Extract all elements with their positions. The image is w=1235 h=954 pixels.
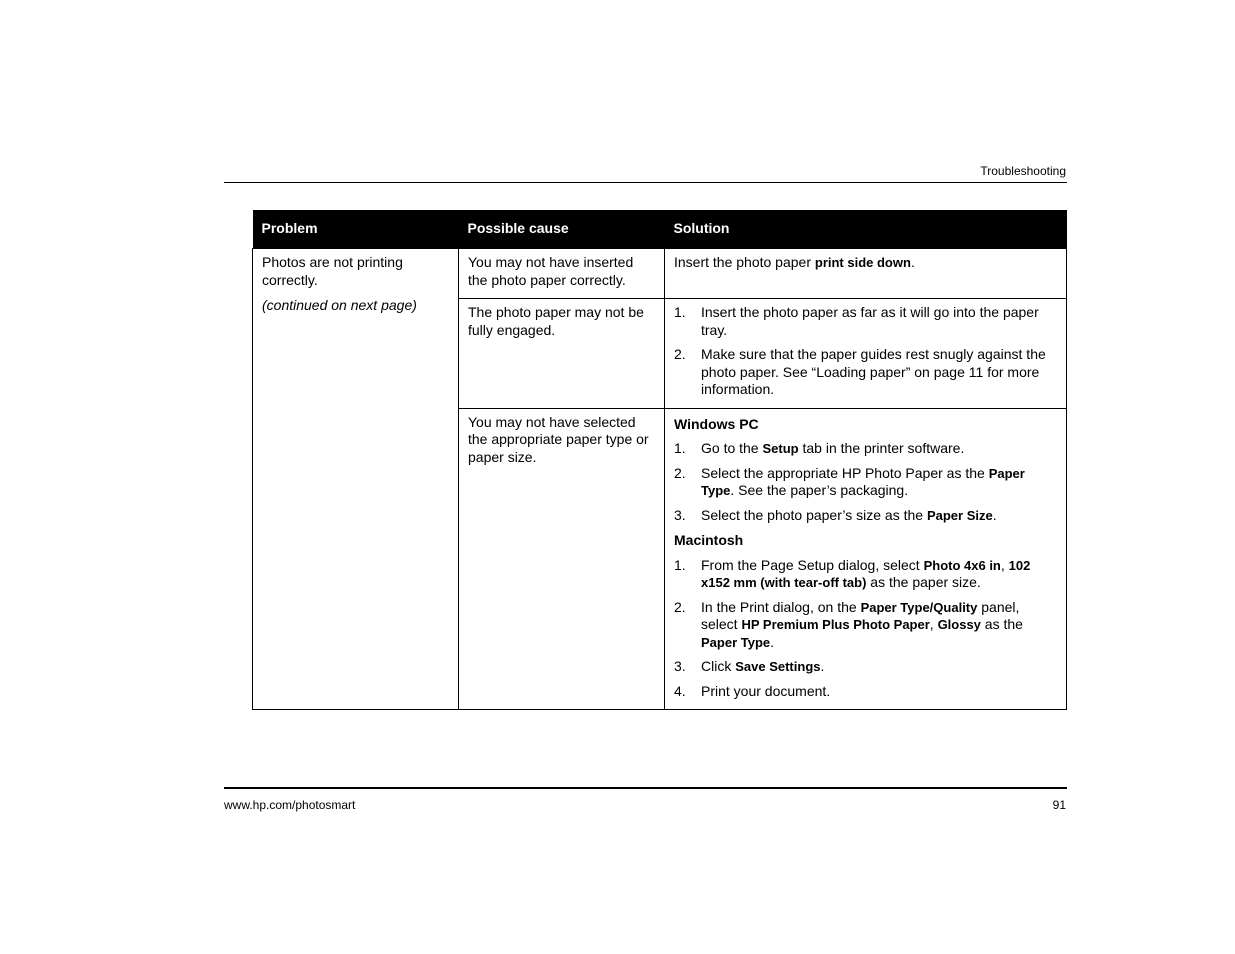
windows-steps: [674, 440, 1057, 524]
problem-text: Photos are not printing correctly.: [262, 254, 403, 288]
solution-steps: [674, 304, 1057, 399]
table-header-row: [253, 210, 1067, 249]
solution-cell: [665, 408, 1067, 710]
troubleshooting-table: [252, 210, 1067, 710]
list-item: 2. Make sure that the paper guides rest snugly against the photo paper. See “Loading paper” on page 11 for more information.: [674, 346, 1046, 397]
header-rule: [224, 182, 1067, 183]
cause-text: The photo paper may not be fully engaged.: [468, 304, 644, 338]
list-item: 3. Select the photo paper’s size as the Paper Size.: [674, 506, 997, 523]
column-header-possible-cause: Possible cause: [459, 210, 665, 249]
column-header-solution: Solution: [665, 210, 1067, 249]
problem-cell: [253, 249, 459, 710]
cause-text: You may not have inserted the photo paper correctly.: [468, 254, 634, 288]
footer-rule: [224, 787, 1067, 789]
continued-note: (continued on next page): [262, 297, 417, 313]
windows-heading: Windows PC: [674, 415, 759, 432]
page-number: 91: [1052, 798, 1066, 812]
macintosh-heading: Macintosh: [674, 532, 744, 548]
footer-url: www.hp.com/photosmart: [224, 798, 356, 812]
cause-cell: [459, 249, 665, 299]
list-item: 1. From the Page Setup dialog, select Photo 4x6 in, 102 x152 mm (with tear-off tab) as the paper size.: [674, 556, 1031, 590]
solution-cell: [665, 299, 1067, 409]
solution-cell: [665, 249, 1067, 299]
column-header-problem: Problem: [253, 210, 459, 249]
list-item: 4. Print your document.: [674, 682, 831, 699]
list-item: 2. Select the appropriate HP Photo Paper as the Paper Type. See the paper’s packaging.: [674, 464, 1025, 498]
solution-text: Insert the photo paper print side down.: [674, 254, 915, 270]
macintosh-steps: [674, 557, 1057, 701]
cause-cell: [459, 408, 665, 710]
list-item: 2. In the Print dialog, on the Paper Type/Quality panel, select HP Premium Plus Photo Paper, Glossy as the Paper Type.: [674, 598, 1023, 650]
list-item: 1. Go to the Setup tab in the printer software.: [674, 440, 965, 456]
cause-cell: [459, 299, 665, 409]
cause-text: You may not have selected the appropriate paper type or paper size.: [468, 413, 649, 465]
running-header: Troubleshooting: [980, 164, 1066, 178]
table-row: [253, 249, 1067, 299]
list-item: 3. Click Save Settings.: [674, 658, 825, 674]
list-item: 1. Insert the photo paper as far as it will go into the paper tray.: [674, 304, 1039, 338]
